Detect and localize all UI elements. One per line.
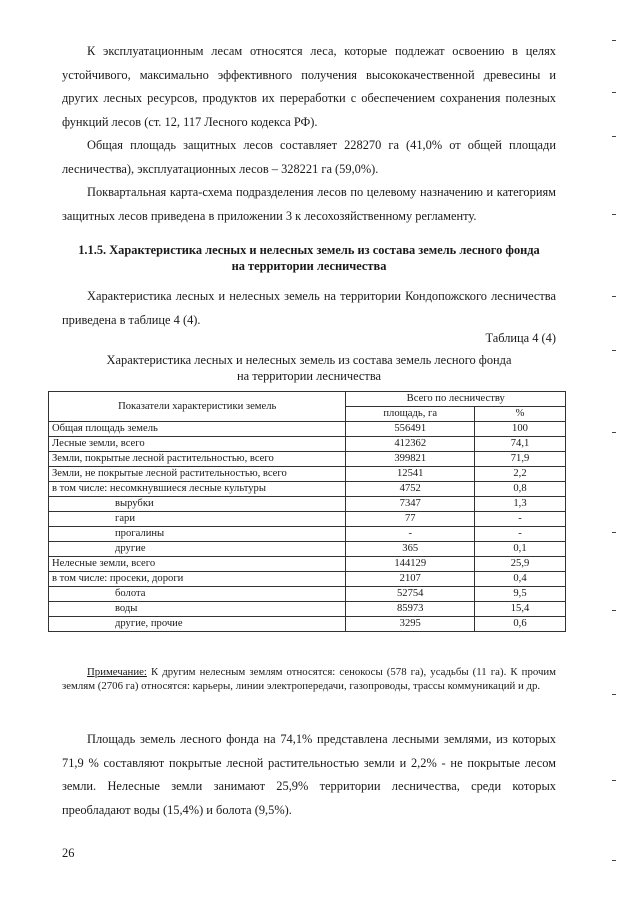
row-pct: 0,8 bbox=[475, 482, 566, 497]
margin-tick bbox=[612, 92, 616, 93]
margin-tick bbox=[612, 860, 616, 861]
paragraph-protective-area: Общая площадь защитных лесов составляет 228270 га (41,0% от общей площади лесничества), эксплуатационных лесов – 328221 га (59,0%). bbox=[62, 138, 556, 176]
table-row bbox=[49, 527, 566, 542]
row-area: 2107 bbox=[346, 572, 475, 587]
row-label: болота bbox=[49, 587, 346, 602]
row-area: 4752 bbox=[346, 482, 475, 497]
row-pct: 71,9 bbox=[475, 452, 566, 467]
table-title-line1: Характеристика лесных и нелесных земель из состава земель лесного фонда bbox=[106, 353, 512, 367]
row-pct: 25,9 bbox=[475, 557, 566, 572]
note-label: Примечание: bbox=[87, 666, 147, 678]
row-label: Лесные земли, всего bbox=[49, 437, 346, 452]
row-pct: 100 bbox=[475, 422, 566, 437]
row-pct: 0,1 bbox=[475, 542, 566, 557]
table-row bbox=[49, 482, 566, 497]
row-label: Общая площадь земель bbox=[49, 422, 346, 437]
row-pct: 2,2 bbox=[475, 467, 566, 482]
row-pct: - bbox=[475, 527, 566, 542]
row-label: Земли, покрытые лесной растительностью, всего bbox=[49, 452, 346, 467]
row-area: 77 bbox=[346, 512, 475, 527]
margin-tick bbox=[612, 296, 616, 297]
paragraph-table-intro: Характеристика лесных и нелесных земель на территории Кондопожского лесничества приведена в таблице 4 (4). bbox=[62, 289, 556, 327]
margin-tick bbox=[612, 532, 616, 533]
table-row bbox=[49, 512, 566, 527]
paragraph-summary: Площадь земель лесного фонда на 74,1% представлена лесными землями, из которых 71,9 % составляют покрытые лесной растительностью земли и 2,2% - не покрытые лесом земли. Нелесные земли занимают 25,9% территории лесничества, среди которых преобладают воды (15,4%) и болота (9,5%). bbox=[62, 732, 556, 817]
margin-tick bbox=[612, 694, 616, 695]
section-heading bbox=[62, 242, 556, 274]
row-area: 3295 bbox=[346, 617, 475, 632]
row-area: 556491 bbox=[346, 422, 475, 437]
table-row bbox=[49, 557, 566, 572]
land-characteristics-table bbox=[48, 391, 566, 632]
row-label: в том числе: несомкнувшиеся лесные культуры bbox=[49, 482, 346, 497]
margin-tick bbox=[612, 432, 616, 433]
row-area: 52754 bbox=[346, 587, 475, 602]
table-row bbox=[49, 617, 566, 632]
table-row bbox=[49, 602, 566, 617]
table-row bbox=[49, 497, 566, 512]
row-label: другие, прочие bbox=[49, 617, 346, 632]
margin-tick bbox=[612, 350, 616, 351]
row-label: гари bbox=[49, 512, 346, 527]
paragraph-map-scheme: Поквартальная карта-схема подразделения лесов по целевому назначению и категориям защитных лесов приведена в приложении 3 к лесохозяйственному регламенту. bbox=[62, 185, 556, 223]
header-pct: % bbox=[475, 407, 566, 422]
margin-tick bbox=[612, 214, 616, 215]
row-area: 365 bbox=[346, 542, 475, 557]
margin-tick bbox=[612, 610, 616, 611]
table-title-line2: на территории лесничества bbox=[236, 369, 382, 383]
row-pct: 15,4 bbox=[475, 602, 566, 617]
row-area: - bbox=[346, 527, 475, 542]
table-row bbox=[49, 572, 566, 587]
row-label: вырубки bbox=[49, 497, 346, 512]
margin-tick bbox=[612, 136, 616, 137]
row-pct: 0,4 bbox=[475, 572, 566, 587]
table-row bbox=[49, 422, 566, 437]
table-row bbox=[49, 467, 566, 482]
header-indicator: Показатели характеристики земель bbox=[49, 392, 346, 422]
section-heading-line2: на территории лесничества bbox=[231, 259, 387, 273]
table-row bbox=[49, 452, 566, 467]
paragraph-exploitation-forests: К эксплуатационным лесам относятся леса, которые подлежат освоению в целях устойчивого, максимально эффективного получения высококачественной древесины и других лесных ресурсов, продуктов их переработки с обеспечением сохранения полезных функций лесов (ст. 12, 117 Лесного кодекса РФ). bbox=[62, 44, 556, 129]
header-total: Всего по лесничеству bbox=[346, 392, 566, 407]
row-area: 12541 bbox=[346, 467, 475, 482]
table-note bbox=[62, 665, 556, 693]
row-label: Нелесные земли, всего bbox=[49, 557, 346, 572]
table-title bbox=[62, 352, 556, 384]
row-area: 144129 bbox=[346, 557, 475, 572]
header-area: площадь, га bbox=[346, 407, 475, 422]
page-number: 26 bbox=[62, 846, 75, 860]
row-pct: 74,1 bbox=[475, 437, 566, 452]
row-area: 7347 bbox=[346, 497, 475, 512]
row-label: воды bbox=[49, 602, 346, 617]
row-area: 412362 bbox=[346, 437, 475, 452]
row-label: Земли, не покрытые лесной растительностью, всего bbox=[49, 467, 346, 482]
row-pct: 1,3 bbox=[475, 497, 566, 512]
table-row bbox=[49, 542, 566, 557]
row-label: другие bbox=[49, 542, 346, 557]
row-label: прогалины bbox=[49, 527, 346, 542]
row-label: в том числе: просеки, дороги bbox=[49, 572, 346, 587]
row-pct: 0,6 bbox=[475, 617, 566, 632]
table-number: Таблица 4 (4) bbox=[485, 331, 556, 345]
table-row bbox=[49, 587, 566, 602]
table-row bbox=[49, 437, 566, 452]
margin-tick bbox=[612, 40, 616, 41]
row-area: 85973 bbox=[346, 602, 475, 617]
note-text: К другим нелесным землям относятся: сенокосы (578 га), усадьбы (11 га). К прочим землям (2706 га) относятся: карьеры, линии электропередачи, газопроводы, трассы коммуникаций и др. bbox=[62, 666, 556, 692]
section-heading-line1: 1.1.5. Характеристика лесных и нелесных земель из состава земель лесного фонда bbox=[78, 243, 540, 257]
row-area: 399821 bbox=[346, 452, 475, 467]
margin-tick bbox=[612, 780, 616, 781]
row-pct: - bbox=[475, 512, 566, 527]
row-pct: 9,5 bbox=[475, 587, 566, 602]
